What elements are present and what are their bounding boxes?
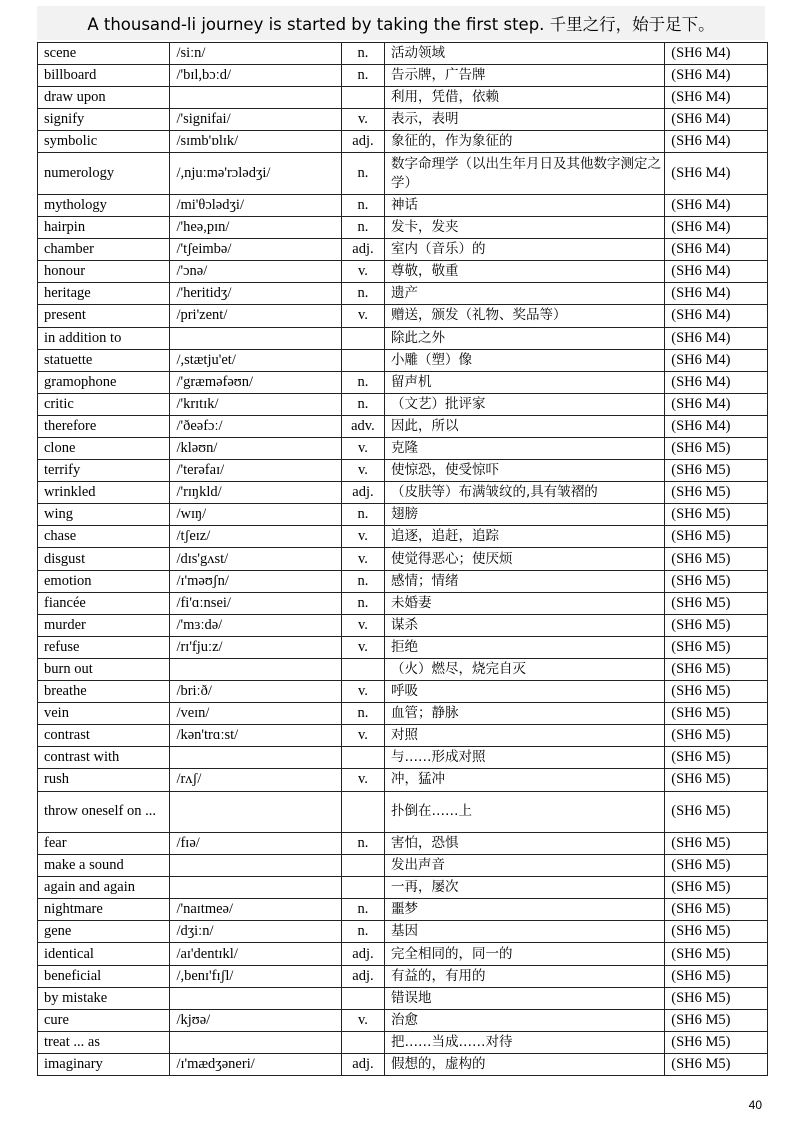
vocab-row	[38, 703, 768, 725]
vocab-word: wing	[38, 504, 170, 526]
vocab-pronunciation	[170, 87, 341, 109]
vocab-pronunciation: /ɪ'mædʒəneri/	[170, 1053, 341, 1075]
vocab-meaning: 假想的，虚构的	[385, 1053, 665, 1075]
vocab-meaning: 扑倒在……上	[385, 791, 665, 833]
vocab-word: treat ... as	[38, 1031, 170, 1053]
vocab-part-of-speech	[341, 658, 384, 680]
vocab-meaning: （文艺）批评家	[385, 393, 665, 415]
vocab-row	[38, 791, 768, 833]
vocab-meaning: 象征的，作为象征的	[385, 131, 665, 153]
vocab-unit: (SH6 M4)	[665, 131, 768, 153]
vocab-pronunciation: /,benɪ'fɪʃl/	[170, 965, 341, 987]
vocab-row	[38, 592, 768, 614]
vocab-unit: (SH6 M5)	[665, 943, 768, 965]
vocab-unit: (SH6 M4)	[665, 393, 768, 415]
vocab-pronunciation: /'græməfəʊn/	[170, 371, 341, 393]
vocab-row	[38, 87, 768, 109]
vocab-part-of-speech	[341, 791, 384, 833]
vocab-meaning: 表示，表明	[385, 109, 665, 131]
page-number: 40	[748, 1098, 762, 1112]
vocab-meaning: 噩梦	[385, 899, 665, 921]
vocab-part-of-speech: v.	[341, 460, 384, 482]
vocab-part-of-speech: adj.	[341, 131, 384, 153]
vocab-meaning: 除此之外	[385, 327, 665, 349]
vocab-meaning: 把……当成……对待	[385, 1031, 665, 1053]
vocab-meaning: 感情；情绪	[385, 570, 665, 592]
vocab-meaning: 一再，屡次	[385, 877, 665, 899]
vocab-unit: (SH6 M5)	[665, 921, 768, 943]
vocab-row	[38, 393, 768, 415]
vocab-word: contrast	[38, 725, 170, 747]
vocab-unit: (SH6 M4)	[665, 327, 768, 349]
vocab-unit: (SH6 M5)	[665, 899, 768, 921]
vocab-word: breathe	[38, 681, 170, 703]
vocab-part-of-speech: n.	[341, 921, 384, 943]
vocab-pronunciation: /'rɪŋkld/	[170, 482, 341, 504]
vocab-unit: (SH6 M4)	[665, 153, 768, 195]
vocab-pronunciation: /'bɪl,bɔːd/	[170, 65, 341, 87]
vocab-row	[38, 460, 768, 482]
vocab-pronunciation: /pri'zent/	[170, 305, 341, 327]
vocab-word: in addition to	[38, 327, 170, 349]
vocab-row	[38, 987, 768, 1009]
vocab-row	[38, 636, 768, 658]
vocab-row	[38, 43, 768, 65]
vocab-meaning: 呼吸	[385, 681, 665, 703]
vocab-pronunciation: /dɪs'gʌst/	[170, 548, 341, 570]
vocab-part-of-speech	[341, 87, 384, 109]
vocab-part-of-speech: v.	[341, 526, 384, 548]
vocab-meaning: （火）燃尽，烧完自灭	[385, 658, 665, 680]
vocab-part-of-speech	[341, 1031, 384, 1053]
vocab-row	[38, 548, 768, 570]
vocab-pronunciation: /,njuːmə'rɔlədʒi/	[170, 153, 341, 195]
vocab-word: symbolic	[38, 131, 170, 153]
vocab-meaning: 完全相同的，同一的	[385, 943, 665, 965]
vocab-meaning: 神话	[385, 194, 665, 216]
vocab-unit: (SH6 M5)	[665, 791, 768, 833]
vocab-meaning: 拒绝	[385, 636, 665, 658]
vocab-row	[38, 1031, 768, 1053]
vocab-word: statuette	[38, 349, 170, 371]
vocab-unit: (SH6 M5)	[665, 703, 768, 725]
vocab-meaning: 使惊恐，使受惊吓	[385, 460, 665, 482]
vocab-row	[38, 438, 768, 460]
vocab-part-of-speech: n.	[341, 217, 384, 239]
vocab-pronunciation: /ɪ'məʊʃn/	[170, 570, 341, 592]
vocab-unit: (SH6 M4)	[665, 371, 768, 393]
vocab-meaning: 治愈	[385, 1009, 665, 1031]
vocab-meaning: 利用，凭借，依赖	[385, 87, 665, 109]
vocab-row	[38, 131, 768, 153]
vocab-pronunciation: /veɪn/	[170, 703, 341, 725]
vocab-unit: (SH6 M4)	[665, 261, 768, 283]
vocab-word: mythology	[38, 194, 170, 216]
vocab-meaning: 数字命理学（以出生年月日及其他数字测定之学）	[385, 153, 665, 195]
vocab-word: burn out	[38, 658, 170, 680]
vocab-word: nightmare	[38, 899, 170, 921]
vocab-word: chamber	[38, 239, 170, 261]
vocab-meaning: 尊敬，敬重	[385, 261, 665, 283]
vocab-pronunciation: /kləʊn/	[170, 438, 341, 460]
vocab-word: make a sound	[38, 855, 170, 877]
vocab-row	[38, 570, 768, 592]
vocab-row	[38, 965, 768, 987]
vocab-word: vein	[38, 703, 170, 725]
vocab-part-of-speech: n.	[341, 153, 384, 195]
vocab-meaning: 小雕（塑）像	[385, 349, 665, 371]
vocab-row	[38, 305, 768, 327]
vocab-part-of-speech: adj.	[341, 1053, 384, 1075]
vocab-unit: (SH6 M5)	[665, 548, 768, 570]
vocab-unit: (SH6 M4)	[665, 109, 768, 131]
vocab-meaning: 活动领域	[385, 43, 665, 65]
vocab-unit: (SH6 M5)	[665, 614, 768, 636]
vocab-part-of-speech: adj.	[341, 965, 384, 987]
vocab-word: disgust	[38, 548, 170, 570]
vocab-word: rush	[38, 769, 170, 791]
vocab-part-of-speech: adv.	[341, 415, 384, 437]
vocab-unit: (SH6 M4)	[665, 415, 768, 437]
vocab-unit: (SH6 M5)	[665, 438, 768, 460]
vocab-row	[38, 1053, 768, 1075]
vocab-part-of-speech	[341, 349, 384, 371]
vocab-part-of-speech: n.	[341, 899, 384, 921]
vocab-pronunciation: /wɪŋ/	[170, 504, 341, 526]
vocab-meaning: 发出声音	[385, 855, 665, 877]
vocab-meaning: 克隆	[385, 438, 665, 460]
vocab-part-of-speech	[341, 747, 384, 769]
vocab-word: again and again	[38, 877, 170, 899]
vocab-pronunciation: /,stætju'et/	[170, 349, 341, 371]
vocab-meaning: 发卡，发夹	[385, 217, 665, 239]
vocab-row	[38, 725, 768, 747]
vocab-meaning: 使觉得恶心；使厌烦	[385, 548, 665, 570]
vocab-word: wrinkled	[38, 482, 170, 504]
vocab-unit: (SH6 M5)	[665, 769, 768, 791]
vocab-meaning: 翅膀	[385, 504, 665, 526]
vocab-unit: (SH6 M5)	[665, 1031, 768, 1053]
vocab-meaning: 与……形成对照	[385, 747, 665, 769]
vocab-row	[38, 261, 768, 283]
vocab-row	[38, 283, 768, 305]
vocab-word: identical	[38, 943, 170, 965]
vocab-meaning: 室内（音乐）的	[385, 239, 665, 261]
vocab-row	[38, 482, 768, 504]
vocabulary-table	[37, 42, 768, 1076]
vocab-unit: (SH6 M5)	[665, 725, 768, 747]
vocab-pronunciation: /'ðeəfɔː/	[170, 415, 341, 437]
vocab-pronunciation: /'signifai/	[170, 109, 341, 131]
vocab-meaning: 血管；静脉	[385, 703, 665, 725]
vocab-pronunciation	[170, 1031, 341, 1053]
vocab-word: fear	[38, 833, 170, 855]
vocab-unit: (SH6 M5)	[665, 855, 768, 877]
vocab-pronunciation: /'terəfaɪ/	[170, 460, 341, 482]
vocab-part-of-speech: n.	[341, 592, 384, 614]
vocab-unit: (SH6 M5)	[665, 965, 768, 987]
vocab-meaning: 冲，猛冲	[385, 769, 665, 791]
vocab-pronunciation: /siːn/	[170, 43, 341, 65]
vocab-pronunciation: /'mɜːdə/	[170, 614, 341, 636]
vocab-word: gramophone	[38, 371, 170, 393]
vocab-pronunciation: /briːð/	[170, 681, 341, 703]
vocab-word: imaginary	[38, 1053, 170, 1075]
vocab-part-of-speech: n.	[341, 65, 384, 87]
vocab-unit: (SH6 M5)	[665, 987, 768, 1009]
vocab-word: throw oneself on ...	[38, 791, 170, 833]
vocab-row	[38, 769, 768, 791]
vocab-pronunciation	[170, 791, 341, 833]
vocab-row	[38, 833, 768, 855]
vocab-row	[38, 877, 768, 899]
vocab-meaning: （皮肤等）布满皱纹的,具有皱褶的	[385, 482, 665, 504]
vocab-meaning: 谋杀	[385, 614, 665, 636]
vocab-word: critic	[38, 393, 170, 415]
vocab-meaning: 赠送，颁发（礼物、奖品等）	[385, 305, 665, 327]
vocab-row	[38, 681, 768, 703]
vocab-unit: (SH6 M5)	[665, 877, 768, 899]
vocab-part-of-speech: adj.	[341, 943, 384, 965]
vocab-word: hairpin	[38, 217, 170, 239]
vocab-unit: (SH6 M5)	[665, 747, 768, 769]
vocab-meaning: 基因	[385, 921, 665, 943]
vocab-part-of-speech	[341, 855, 384, 877]
vocab-unit: (SH6 M5)	[665, 592, 768, 614]
vocab-part-of-speech	[341, 877, 384, 899]
vocab-row	[38, 943, 768, 965]
vocab-pronunciation: /'krɪtɪk/	[170, 393, 341, 415]
vocab-pronunciation	[170, 855, 341, 877]
vocab-pronunciation: /'heə,pɪn/	[170, 217, 341, 239]
vocab-meaning: 追逐，追赶，追踪	[385, 526, 665, 548]
page-header-motto: A thousand-li journey is started by taking the first step. 千里之行，始于足下。	[37, 6, 765, 40]
vocab-row	[38, 153, 768, 195]
vocab-part-of-speech: n.	[341, 393, 384, 415]
vocabulary-table-body	[38, 43, 768, 1076]
vocab-word: terrify	[38, 460, 170, 482]
vocab-row	[38, 747, 768, 769]
vocab-row	[38, 349, 768, 371]
vocab-part-of-speech: v.	[341, 1009, 384, 1031]
vocab-pronunciation: /fi'ɑːnsei/	[170, 592, 341, 614]
vocab-word: heritage	[38, 283, 170, 305]
vocab-word: therefore	[38, 415, 170, 437]
vocab-row	[38, 921, 768, 943]
vocab-row	[38, 526, 768, 548]
vocab-word: contrast with	[38, 747, 170, 769]
vocab-pronunciation	[170, 327, 341, 349]
vocab-word: honour	[38, 261, 170, 283]
vocab-pronunciation: /'heritidʒ/	[170, 283, 341, 305]
vocab-pronunciation: /tʃeɪz/	[170, 526, 341, 548]
vocab-pronunciation: /aɪ'dentɪkl/	[170, 943, 341, 965]
vocab-unit: (SH6 M5)	[665, 658, 768, 680]
vocab-unit: (SH6 M4)	[665, 43, 768, 65]
vocab-part-of-speech: v.	[341, 636, 384, 658]
vocab-word: billboard	[38, 65, 170, 87]
vocab-unit: (SH6 M4)	[665, 283, 768, 305]
vocab-part-of-speech: n.	[341, 43, 384, 65]
vocab-pronunciation	[170, 987, 341, 1009]
vocab-unit: (SH6 M4)	[665, 194, 768, 216]
vocab-part-of-speech: n.	[341, 703, 384, 725]
vocab-word: murder	[38, 614, 170, 636]
vocab-unit: (SH6 M4)	[665, 65, 768, 87]
vocab-part-of-speech: n.	[341, 194, 384, 216]
vocab-row	[38, 415, 768, 437]
vocab-row	[38, 504, 768, 526]
vocab-word: cure	[38, 1009, 170, 1031]
vocab-part-of-speech: v.	[341, 769, 384, 791]
vocab-part-of-speech: v.	[341, 438, 384, 460]
vocab-row	[38, 855, 768, 877]
vocab-row	[38, 109, 768, 131]
vocab-part-of-speech: n.	[341, 570, 384, 592]
vocab-pronunciation: /rʌʃ/	[170, 769, 341, 791]
vocab-unit: (SH6 M4)	[665, 239, 768, 261]
vocab-part-of-speech: v.	[341, 305, 384, 327]
vocab-meaning: 未婚妻	[385, 592, 665, 614]
vocab-unit: (SH6 M5)	[665, 1009, 768, 1031]
vocab-word: by mistake	[38, 987, 170, 1009]
vocab-row	[38, 1009, 768, 1031]
vocab-part-of-speech: v.	[341, 261, 384, 283]
vocab-row	[38, 217, 768, 239]
vocab-part-of-speech: v.	[341, 681, 384, 703]
vocab-row	[38, 371, 768, 393]
vocab-meaning: 遗产	[385, 283, 665, 305]
vocab-unit: (SH6 M5)	[665, 1053, 768, 1075]
vocab-row	[38, 239, 768, 261]
vocab-unit: (SH6 M4)	[665, 305, 768, 327]
vocab-part-of-speech: n.	[341, 283, 384, 305]
vocab-part-of-speech: adj.	[341, 482, 384, 504]
vocab-row	[38, 614, 768, 636]
vocab-unit: (SH6 M5)	[665, 833, 768, 855]
vocab-pronunciation: /'naɪtmeə/	[170, 899, 341, 921]
vocab-pronunciation: /'tʃeimbə/	[170, 239, 341, 261]
vocab-pronunciation	[170, 877, 341, 899]
vocab-word: draw upon	[38, 87, 170, 109]
vocab-word: signify	[38, 109, 170, 131]
vocab-pronunciation: /'ɔnə/	[170, 261, 341, 283]
vocab-word: scene	[38, 43, 170, 65]
vocab-word: gene	[38, 921, 170, 943]
vocab-unit: (SH6 M5)	[665, 460, 768, 482]
vocab-part-of-speech: v.	[341, 614, 384, 636]
vocab-unit: (SH6 M5)	[665, 681, 768, 703]
vocab-row	[38, 899, 768, 921]
vocab-pronunciation: /dʒiːn/	[170, 921, 341, 943]
vocab-meaning: 因此，所以	[385, 415, 665, 437]
vocab-unit: (SH6 M5)	[665, 504, 768, 526]
vocab-unit: (SH6 M4)	[665, 217, 768, 239]
vocab-word: clone	[38, 438, 170, 460]
vocab-part-of-speech: v.	[341, 725, 384, 747]
vocab-part-of-speech: v.	[341, 548, 384, 570]
vocab-part-of-speech: n.	[341, 371, 384, 393]
vocab-unit: (SH6 M5)	[665, 526, 768, 548]
vocab-meaning: 有益的，有用的	[385, 965, 665, 987]
vocab-pronunciation: /mi'θɔlədʒi/	[170, 194, 341, 216]
vocab-part-of-speech	[341, 987, 384, 1009]
vocab-unit: (SH6 M5)	[665, 636, 768, 658]
vocab-pronunciation: /rɪ'fjuːz/	[170, 636, 341, 658]
vocab-unit: (SH6 M4)	[665, 87, 768, 109]
vocab-part-of-speech: n.	[341, 504, 384, 526]
vocab-meaning: 告示牌，广告牌	[385, 65, 665, 87]
vocab-unit: (SH6 M4)	[665, 349, 768, 371]
vocab-part-of-speech	[341, 327, 384, 349]
vocab-pronunciation: /sɪmb'ɒlɪk/	[170, 131, 341, 153]
vocab-meaning: 错误地	[385, 987, 665, 1009]
vocab-pronunciation: /fɪə/	[170, 833, 341, 855]
vocab-word: present	[38, 305, 170, 327]
vocab-meaning: 对照	[385, 725, 665, 747]
vocab-pronunciation	[170, 658, 341, 680]
vocab-meaning: 害怕，恐惧	[385, 833, 665, 855]
vocab-unit: (SH6 M5)	[665, 570, 768, 592]
vocab-word: emotion	[38, 570, 170, 592]
vocab-row	[38, 194, 768, 216]
vocab-unit: (SH6 M5)	[665, 482, 768, 504]
vocab-pronunciation	[170, 747, 341, 769]
vocab-word: fiancée	[38, 592, 170, 614]
vocab-word: refuse	[38, 636, 170, 658]
vocab-part-of-speech: adj.	[341, 239, 384, 261]
vocab-row	[38, 658, 768, 680]
vocab-word: numerology	[38, 153, 170, 195]
vocab-word: beneficial	[38, 965, 170, 987]
vocab-pronunciation: /kjʊə/	[170, 1009, 341, 1031]
vocab-pronunciation: /kən'trɑːst/	[170, 725, 341, 747]
vocab-row	[38, 327, 768, 349]
vocab-row	[38, 65, 768, 87]
vocab-part-of-speech: v.	[341, 109, 384, 131]
vocab-word: chase	[38, 526, 170, 548]
vocab-meaning: 留声机	[385, 371, 665, 393]
vocab-part-of-speech: n.	[341, 833, 384, 855]
